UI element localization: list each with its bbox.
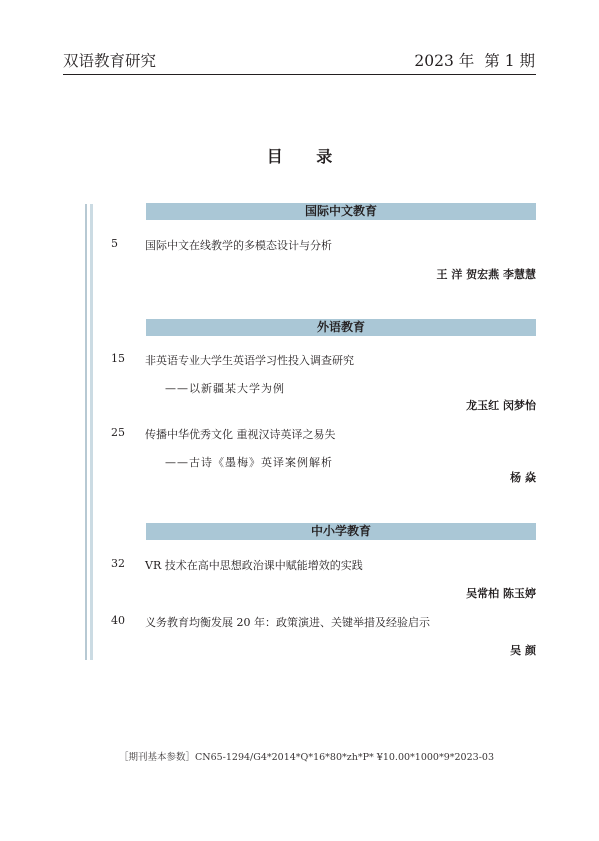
issue-number: 第 1 期: [484, 52, 535, 70]
article-authors: 龙玉红 闵梦怡: [466, 399, 536, 412]
article-title[interactable]: 义务教育均衡发展 20 年：政策演进、关键举措及经验启示: [145, 616, 430, 629]
article-title[interactable]: 国际中文在线教学的多模态设计与分析: [145, 239, 332, 252]
article-page: 15: [111, 352, 125, 365]
article-page: 5: [111, 237, 118, 250]
article-page: 32: [111, 557, 125, 570]
article-authors: 吴常柏 陈玉婷: [466, 587, 536, 600]
article-subtitle: ——古诗《墨梅》英译案例解析: [165, 456, 333, 469]
section-heading: 中小学教育: [146, 523, 536, 540]
decorative-bar: [90, 204, 93, 660]
journal-parameters: ［期刊基本参数］CN65-1294/G4*2014*Q*16*80*zh*P* ¥10.00*1000*9*2023-03: [118, 752, 494, 763]
section-heading: 国际中文教育: [146, 203, 536, 220]
journal-name: 双语教育研究: [63, 52, 157, 70]
article-authors: 杨 焱: [510, 471, 536, 484]
article-title[interactable]: VR 技术在高中思想政治课中赋能增效的实践: [145, 559, 363, 572]
toc-title: 目 录: [266, 147, 347, 166]
article-title[interactable]: 传播中华优秀文化 重视汉诗英译之易失: [145, 428, 336, 441]
decorative-bar: [85, 204, 87, 660]
issue-info: [404, 49, 535, 71]
article-authors: 王 洋 贺宏燕 李慧慧: [436, 268, 536, 281]
article-title[interactable]: 非英语专业大学生英语学习性投入调查研究: [145, 354, 354, 367]
section-heading: 外语教育: [146, 319, 536, 336]
article-page: 25: [111, 426, 125, 439]
article-page: 40: [111, 614, 125, 627]
header-rule: [63, 74, 536, 75]
issue-year: 2023 年: [414, 52, 475, 70]
article-authors: 吴 颜: [510, 644, 536, 657]
article-subtitle: ——以新疆某大学为例: [165, 382, 285, 395]
